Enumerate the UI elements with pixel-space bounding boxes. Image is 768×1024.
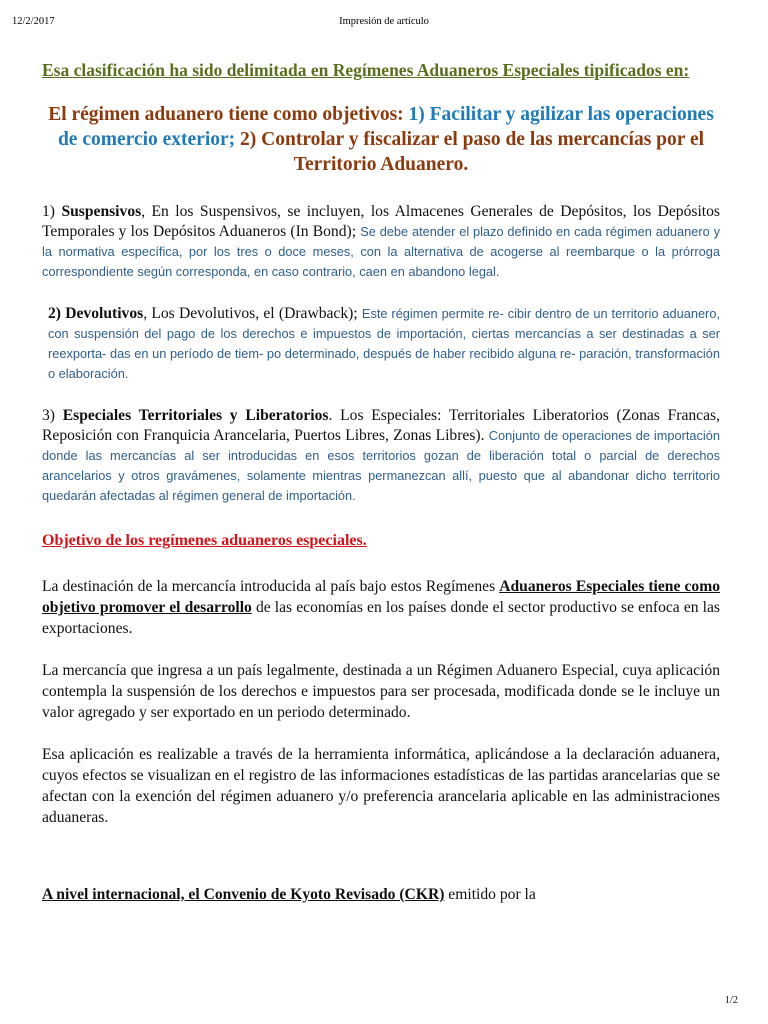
- paragraph-text: de las economías en los países donde el sector productivo se enfoca en las exportaciones.: [42, 599, 720, 637]
- paragraph-destinacion: [42, 576, 720, 639]
- regime-item-especiales: [42, 406, 720, 506]
- paragraph-text: La destinación de la mercancía introducida al país bajo estos Regímenes: [42, 578, 500, 595]
- item-name: Especiales Territoriales y Liberatorios: [62, 407, 329, 424]
- item-text: , En los Suspensivos, se incluyen, los Almacenes Generales de Depósitos, los Depósitos Temporales y los Depósitos Aduaneros (In Bond);: [42, 203, 721, 240]
- item-text: , Los Devolutivos, el (Drawback);: [143, 305, 362, 322]
- regime-item-suspensivos: [42, 202, 720, 282]
- item-name: Suspensivos: [61, 203, 142, 220]
- classification-heading: Esa clasificación ha sido delimitada en Regímenes Aduaneros Especiales tipificados en:: [42, 60, 690, 80]
- item-number: 1): [42, 203, 62, 220]
- objectives-intro: El régimen aduanero tiene como objetivos:: [48, 104, 409, 125]
- item-name: Devolutivos: [65, 305, 144, 322]
- paragraph-kyoto: [42, 884, 720, 905]
- emphasis-text: A nivel internacional, el Convenio de Kyoto Revisado (CKR): [42, 886, 445, 903]
- item-note: Se debe atender el plazo definido en cada régimen aduanero y la normativa específica, por los tres o doce meses, con la alternativa de acogerse al reembarque o la prórroga correspondiente según corresponda, en caso contrario, caen en abandono legal.: [42, 224, 720, 279]
- objective-2: 2) Controlar y fiscalizar el paso de las mercancías por el Territorio Aduanero.: [240, 129, 705, 175]
- objective-heading: Objetivo de los regímenes aduaneros especiales.: [42, 532, 367, 549]
- paragraph-aplicacion: Esa aplicación es realizable a través de la herramienta informática, aplicándose a la declaración aduanera, cuyos efectos se visualizan en el registro de las informaciones estadísticas de las partidas arancelarias que se afectan con la exención del régimen aduanero y/o preferencia arancelaria aplicable en las administraciones aduaneras.: [42, 746, 720, 826]
- item-note: Conjunto de operaciones de importación donde las mercancías al ser introducidas en esos territorios gozan de liberación total o parcial de derechos arancelarios y otros gravámenes, solamente mientras permanezcan allí, puesto que al abandonar dicho territorio quedarán afectadas al régimen general de importación.: [42, 428, 720, 503]
- objectives-statement: [42, 102, 720, 177]
- item-number: 2): [48, 305, 66, 322]
- article-content: [42, 60, 720, 905]
- item-text: . Los Especiales: Territoriales Liberatorios (Zonas Francas, Reposición con Franquicia Arancelaria, Puertos Libres, Zonas Libres).: [42, 407, 720, 444]
- item-note: Este régimen permite re- cibir dentro de un territorio aduanero, con suspensión del pago de los derechos e impuestos de importación, ciertas mercancías a ser destinadas a ser reexporta- das en un período de tiem- po determinado, después de haber recibido alguna re- paración, transformación o elaboración.: [48, 306, 720, 381]
- print-date: 12/2/2017: [12, 16, 55, 27]
- print-title: Impresión de artículo: [339, 16, 429, 27]
- paragraph-text: emitido por la: [444, 886, 536, 903]
- item-number: 3): [42, 407, 63, 424]
- page-number: 1/2: [724, 995, 738, 1006]
- emphasis-text: Aduaneros Especiales tiene como objetivo promover el desarrollo: [42, 578, 720, 616]
- print-header: [0, 16, 768, 32]
- regime-item-devolutivos: [42, 304, 720, 384]
- paragraph-mercancia: La mercancía que ingresa a un país legalmente, destinada a un Régimen Aduanero Especial, cuya aplicación contempla la suspensión de los derechos e impuestos para ser procesada, modificada donde se le incluye un valor agregado y ser exportado en un periodo determinado.: [42, 662, 720, 721]
- objective-1: 1) Facilitar y agilizar las operaciones de comercio exterior;: [57, 104, 714, 150]
